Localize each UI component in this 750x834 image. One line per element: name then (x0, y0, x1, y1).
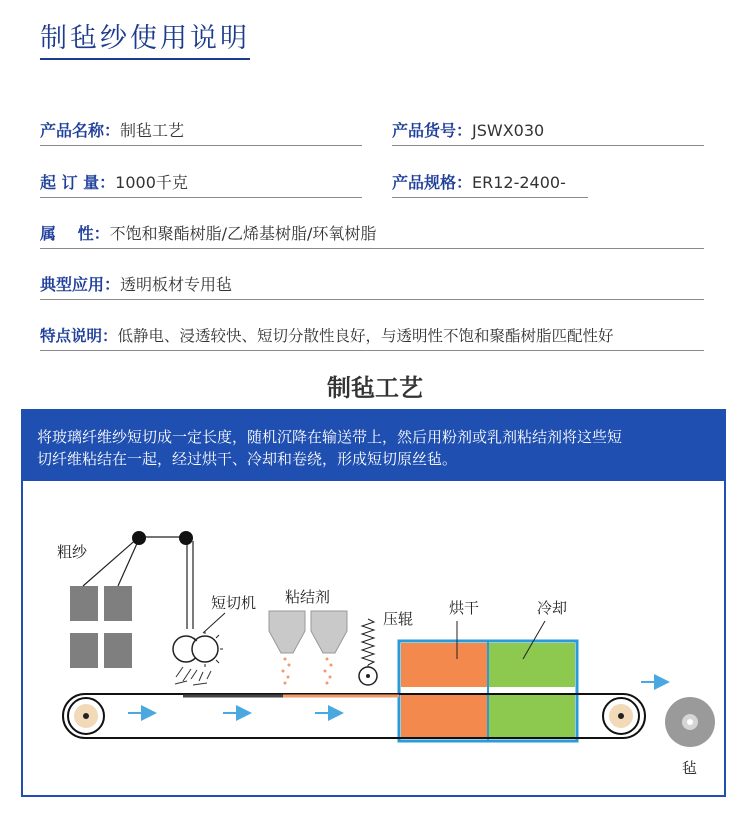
banner-line-1: 将玻璃纤维纱短切成一定长度，随机沉降在输送带上，然后用粉剂或乳剂粘结剂将这些短 (37, 428, 623, 446)
application-label: 典型应用： (40, 275, 121, 294)
product-name-label: 产品名称： (40, 121, 121, 140)
features-value: 低静电、浸透较快、短切分散性良好，与透明性不饱和聚酯树脂匹配性好 (117, 327, 614, 345)
yarn-guide (83, 537, 193, 629)
product-code-value: JSWX030 (472, 121, 545, 140)
spec-label: 产品规格： (392, 173, 473, 192)
guide-pulley-left (132, 531, 146, 545)
process-section-title: 制毡工艺 (327, 374, 423, 402)
cooler-lower (489, 695, 575, 739)
chopper-label: 短切机 (211, 594, 257, 612)
min-order-label: 起 订 量： (40, 173, 116, 192)
spec-row-min-order (40, 169, 362, 198)
drive-roller-left (68, 698, 104, 734)
spec-row-features (40, 322, 704, 351)
banner-line-2: 切纤维粘结在一起，经过烘干、冷却和卷绕，形成短切原丝毡。 (37, 450, 458, 468)
product-name-value: 制毡工艺 (120, 121, 185, 140)
spec-row-product-code (392, 117, 704, 146)
cooler-upper (489, 643, 575, 687)
mat-roll (665, 697, 715, 747)
spec-row-product-name (40, 117, 362, 146)
application-value: 透明板材专用毡 (120, 275, 233, 294)
min-order-value: 1000千克 (115, 173, 188, 192)
press-roll (359, 619, 377, 685)
attribute-value: 不饱和聚酯树脂/乙烯基树脂/环氧树脂 (109, 224, 377, 243)
process-description-banner (23, 411, 724, 481)
drive-roller-right (603, 698, 639, 734)
spec-value: ER12-2400- (472, 173, 566, 192)
mat-label: 毡 (682, 759, 698, 777)
dryer-upper (401, 643, 487, 687)
roving-label: 粗纱 (57, 543, 88, 561)
guide-pulley-right (179, 531, 193, 545)
cooling-label: 冷却 (537, 599, 568, 617)
spec-row-attribute (40, 220, 704, 249)
product-code-label: 产品货号： (392, 121, 473, 140)
drying-label: 烘干 (449, 599, 480, 617)
chopper-machine (173, 631, 223, 685)
dryer-lower (401, 695, 487, 739)
spec-row-application (40, 271, 704, 300)
process-diagram (23, 481, 724, 795)
press-roll-label: 压辊 (383, 610, 414, 628)
features-label: 特点说明： (40, 327, 118, 345)
spec-row-spec (392, 169, 588, 198)
roving-packages (70, 586, 132, 668)
process-frame (21, 409, 726, 797)
binder-label: 粘结剂 (285, 588, 331, 606)
page-title: 制毡纱使用说明 (40, 22, 250, 60)
chopper-pointer (203, 613, 225, 633)
attribute-label: 属 性： (40, 224, 110, 243)
binder-hoppers (269, 611, 347, 685)
